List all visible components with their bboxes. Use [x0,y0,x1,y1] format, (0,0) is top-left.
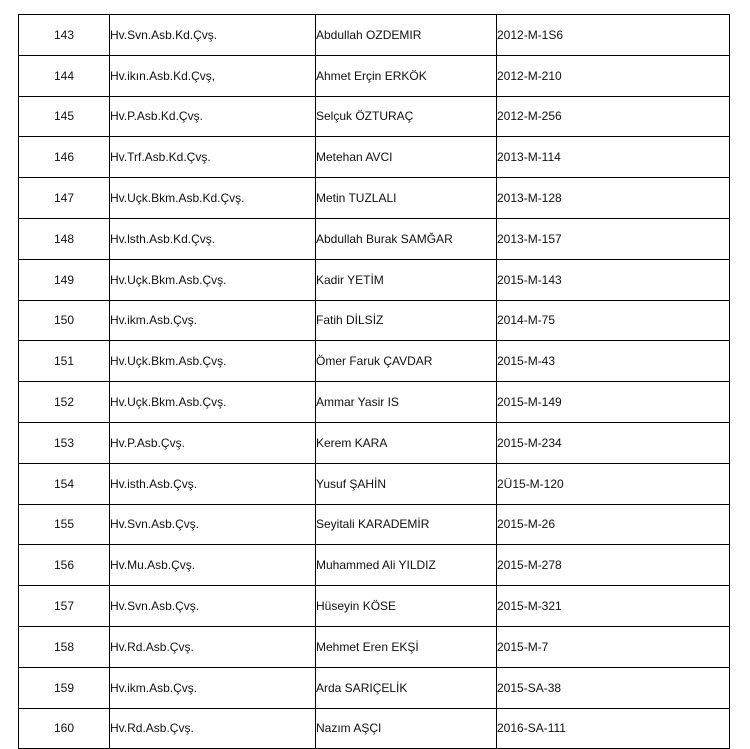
name-cell: Ammar Yasir IS [316,382,497,423]
table-row [19,382,730,423]
name-cell: Mehmet Eren EKŞİ [316,626,497,667]
registry-cell: 2015-M-143 [497,259,730,300]
personnel-table [18,14,730,749]
name-cell: Hüseyin KÖSE [316,586,497,627]
rank-cell: Hv.ikın.Asb.Kd.Çvş, [110,55,316,96]
rank-cell: Hv.isth.Asb.Çvş. [110,463,316,504]
row-number: 152 [19,382,110,423]
rank-cell: Hv.Rd.Asb.Çvş. [110,708,316,749]
row-number: 157 [19,586,110,627]
table-row [19,96,730,137]
row-number: 159 [19,667,110,708]
row-number: 154 [19,463,110,504]
name-cell: Yusuf ŞAHİN [316,463,497,504]
row-number: 155 [19,504,110,545]
name-cell: Kerem KARA [316,422,497,463]
row-number: 149 [19,259,110,300]
rank-cell: Hv.Rd.Asb.Çvş. [110,626,316,667]
rank-cell: Hv.ikm.Asb.Çvş. [110,300,316,341]
registry-cell: 2013-M-114 [497,137,730,178]
table-row [19,667,730,708]
registry-cell: 2015-M-278 [497,545,730,586]
rank-cell: Hv.Trf.Asb.Kd.Çvş. [110,137,316,178]
name-cell: Nazım AŞÇI [316,708,497,749]
row-number: 150 [19,300,110,341]
row-number: 145 [19,96,110,137]
rank-cell: Hv.Uçk.Bkm.Asb.Çvş. [110,382,316,423]
rank-cell: Hv.lsth.Asb.Kd.Çvş. [110,218,316,259]
registry-cell: 2015-M-149 [497,382,730,423]
table-row [19,586,730,627]
table-row [19,137,730,178]
personnel-table-body [19,15,730,749]
name-cell: Fatih DİLSİZ [316,300,497,341]
registry-cell: 2015-M-7 [497,626,730,667]
registry-cell: 2015-M-321 [497,586,730,627]
rank-cell: Hv.Svn.Asb.Çvş. [110,586,316,627]
row-number: 146 [19,137,110,178]
table-row [19,178,730,219]
name-cell: Metin TUZLALI [316,178,497,219]
registry-cell: 2012-M-256 [497,96,730,137]
row-number: 148 [19,218,110,259]
registry-cell: 2015-SA-38 [497,667,730,708]
name-cell: Seyitali KARADEMİR [316,504,497,545]
table-row [19,504,730,545]
table-row [19,300,730,341]
registry-cell: 2013-M-128 [497,178,730,219]
name-cell: Ömer Faruk ÇAVDAR [316,341,497,382]
rank-cell: Hv.Mu.Asb.Çvş. [110,545,316,586]
row-number: 158 [19,626,110,667]
table-row [19,341,730,382]
name-cell: Abdullah OZDEMIR [316,15,497,56]
name-cell: Kadir YETİM [316,259,497,300]
rank-cell: Hv.Uçk.Bkm.Asb.Kd.Çvş. [110,178,316,219]
rank-cell: Hv.Svn.Asb.Çvş. [110,504,316,545]
row-number: 144 [19,55,110,96]
name-cell: Abdullah Burak SAMĞAR [316,218,497,259]
row-number: 151 [19,341,110,382]
name-cell: Selçuk ÖZTURAÇ [316,96,497,137]
registry-cell: 2013-M-157 [497,218,730,259]
table-row [19,218,730,259]
registry-cell: 2015-M-26 [497,504,730,545]
name-cell: Ahmet Erçin ERKÖK [316,55,497,96]
table-row [19,708,730,749]
row-number: 160 [19,708,110,749]
registry-cell: 2014-M-75 [497,300,730,341]
name-cell: Muhammed Ali YILDIZ [316,545,497,586]
table-row [19,463,730,504]
row-number: 156 [19,545,110,586]
rank-cell: Hv.ikm.Asb.Çvş. [110,667,316,708]
registry-cell: 2016-SA-111 [497,708,730,749]
rank-cell: Hv.P.Asb.Çvş. [110,422,316,463]
table-row [19,422,730,463]
table-row [19,55,730,96]
rank-cell: Hv.P.Asb.Kd.Çvş. [110,96,316,137]
registry-cell: 2012-M-210 [497,55,730,96]
row-number: 143 [19,15,110,56]
registry-cell: 2Ü15-M-120 [497,463,730,504]
name-cell: Arda SARIÇELİK [316,667,497,708]
name-cell: Metehan AVCI [316,137,497,178]
row-number: 147 [19,178,110,219]
table-row [19,545,730,586]
table-row [19,626,730,667]
table-row [19,15,730,56]
rank-cell: Hv.Uçk.Bkm.Asb.Çvş. [110,341,316,382]
rank-cell: Hv.Uçk.Bkm.Asb.Çvş. [110,259,316,300]
rank-cell: Hv.Svn.Asb.Kd.Çvş. [110,15,316,56]
table-row [19,259,730,300]
registry-cell: 2015-M-234 [497,422,730,463]
registry-cell: 2015-M-43 [497,341,730,382]
row-number: 153 [19,422,110,463]
registry-cell: 2012-M-1S6 [497,15,730,56]
